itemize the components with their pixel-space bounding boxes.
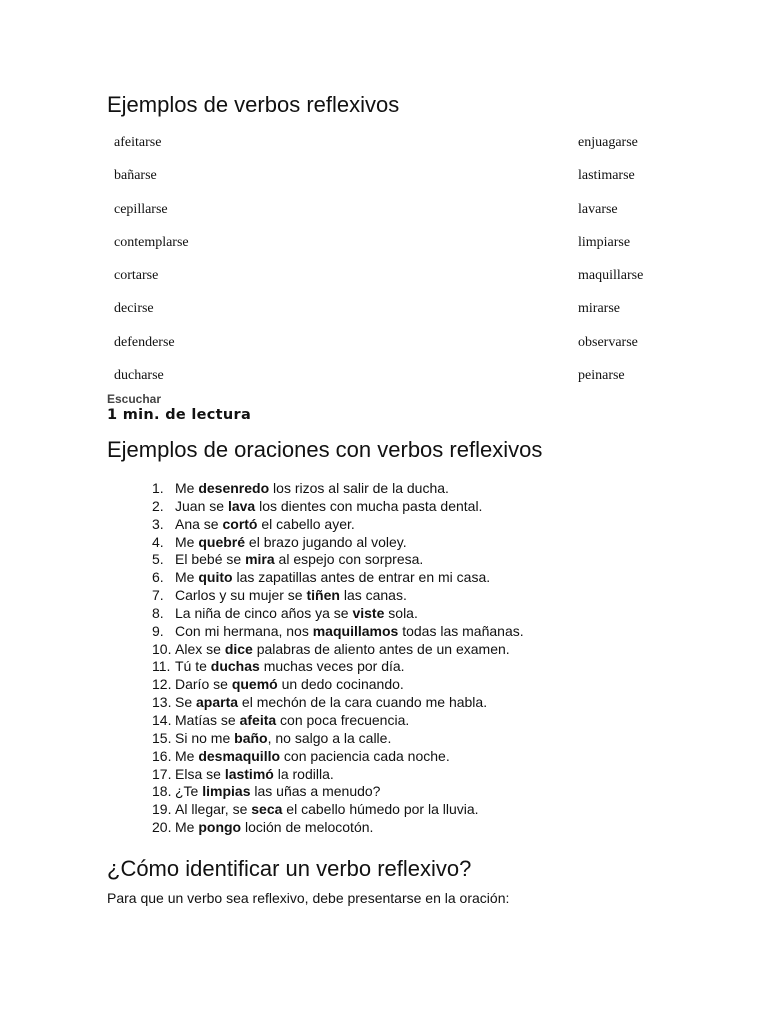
verb-cell: lavarse [578,201,618,217]
list-item-number: 2. [152,497,164,514]
list-item-number: 10. [152,640,172,657]
verb-cell: observarse [578,334,638,350]
sentence-end: los rizos al salir de la ducha. [269,480,449,496]
list-item-number: 8. [152,604,164,621]
list-item-number: 14. [152,711,172,728]
list-item [107,730,524,748]
section-title-example-sentences: Ejemplos de oraciones con verbos reflexivos [107,437,543,462]
sentence-start: Con mi hermana, nos [175,622,313,639]
sentence-start: Ana se [175,515,223,532]
list-item-number: 11. [152,658,171,675]
list-item [107,605,524,623]
list-item-number: 13. [152,694,172,711]
list-item-number: 16. [152,747,172,764]
reflexive-verb: lava [227,497,256,514]
list-item-number: 17. [152,765,172,782]
sentence-end: los dientes con mucha pasta dental. [255,497,483,514]
sentence-start: Carlos y su mujer se [175,587,307,604]
sentence-end: el mechón de la cara cuando me habla. [238,694,488,711]
sentence-start: Me [175,533,199,550]
verb-cell: limpiarse [578,234,631,250]
list-item-number: 4. [152,533,164,550]
reflexive-verb: mira [245,551,275,568]
verb-cell: afeitarse [114,135,162,150]
verb-cell: enjuagarse [578,135,638,150]
sentence-end: con paciencia cada noche. [280,747,450,764]
section-title-reflexive-verbs: Ejemplos de verbos reflexivos [107,92,400,117]
example-sentences-list [107,480,524,837]
reflexive-verb: maquillamos [312,622,399,639]
list-item [107,658,524,676]
reflexive-verb: quito [198,569,233,586]
list-item [107,694,524,712]
list-item [107,551,524,569]
verb-cell: peinarse [578,368,625,384]
sentence-end: sola. [384,604,418,621]
list-item-number: 1. [152,480,164,496]
reflexive-verb: limpias [202,783,251,800]
verb-cell: maquillarse [578,268,644,284]
list-item [107,623,524,641]
list-item-number: 12. [152,676,172,693]
sentence-start: Si no me [175,729,235,746]
verb-cell: lastimarse [578,168,635,184]
list-item [107,748,524,766]
sentence-start: El bebé se [175,551,246,568]
list-item [107,641,524,659]
list-item-number: 20. [152,819,172,836]
reflexive-verb: viste [352,604,385,621]
reflexive-verb: afeita [239,711,277,728]
reflexive-verb: lastimó [224,765,274,782]
list-item [107,480,524,498]
verb-cell: cortarse [114,268,159,284]
sentence-start: La niña de cinco años ya se [175,604,353,621]
sentence-end: , no salgo a la calle. [267,729,392,746]
reflexive-verb: seca [251,801,283,818]
list-item-number: 7. [152,587,164,604]
verb-cell: mirarse [578,301,620,317]
reflexive-verb: tiñen [306,587,340,604]
verbs-column-left [114,126,189,392]
sentence-start: Me [175,747,199,764]
verb-cell: cepillarse [114,201,168,217]
sentence-end: muchas veces por día. [259,658,405,675]
verb-cell: decirse [114,301,154,317]
list-item [107,498,524,516]
sentence-start: Me [175,480,199,496]
sentence-end: todas las mañanas. [398,622,524,639]
sentence-end: el cabello húmedo por la lluvia. [282,801,479,818]
list-item [107,801,524,819]
reflexive-verb: pongo [198,819,242,836]
verb-cell: bañarse [114,168,157,184]
list-item-number: 18. [152,783,172,800]
list-item [107,712,524,730]
sentence-start: Me [175,569,199,586]
list-item-number: 15. [152,729,172,746]
list-item [107,587,524,605]
reflexive-verb: cortó [222,515,258,532]
sentence-start: Tú te [175,658,211,675]
sentence-start: Me [175,819,199,836]
list-item-number: 6. [152,569,164,586]
sentence-end: con poca frecuencia. [276,711,410,728]
sentence-start: ¿Te [175,783,203,800]
list-item-number: 9. [152,622,164,639]
list-item [107,676,524,694]
sentence-start: Alex se [175,640,225,657]
sentence-start: Elsa se [175,765,225,782]
list-item [107,819,524,837]
list-item [107,534,524,552]
sentence-start: Juan se [175,497,228,514]
reflexive-verb: dice [224,640,253,657]
section-title-how-to-identify: ¿Cómo identificar un verbo reflexivo? [107,856,472,881]
list-item-number: 3. [152,515,164,532]
sentence-end: loción de melocotón. [241,819,374,836]
sentence-end: palabras de aliento antes de un examen. [252,640,510,657]
verb-cell: ducharse [114,368,164,384]
sentence-end: al espejo con sorpresa. [274,551,424,568]
verb-cell: defenderse [114,334,175,350]
sentence-start: Al llegar, se [175,801,252,818]
list-item-number: 5. [152,551,164,568]
reflexive-verb: desenredo [198,480,270,496]
list-item [107,516,524,534]
list-item [107,783,524,801]
reflexive-verb: duchas [210,658,260,675]
list-item [107,569,524,587]
verbs-column-right [578,126,643,392]
list-item [107,766,524,784]
sentence-start: Darío se [175,676,232,693]
listen-link[interactable]: Escuchar [107,392,162,406]
sentence-end: las zapatillas antes de entrar en mi casa. [232,569,491,586]
intro-paragraph: Para que un verbo sea reflexivo, debe presentarse en la oración: [107,890,510,906]
sentence-end: un dedo cocinando. [277,676,404,693]
sentence-end: la rodilla. [273,765,334,782]
sentence-start: Se [175,694,197,711]
sentence-end: las canas. [339,587,407,604]
reflexive-verb: aparta [196,694,239,711]
reflexive-verb: quemó [231,676,278,693]
list-item-number: 19. [152,801,172,818]
read-time-label: 1 min. de lectura [107,407,252,423]
verb-cell: contemplarse [114,234,189,250]
reflexive-verb: desmaquillo [198,747,281,764]
reflexive-verb: baño [234,729,268,746]
sentence-end: el brazo jugando al voley. [245,533,407,550]
sentence-start: Matías se [175,711,240,728]
sentence-end: las uñas a menudo? [250,783,381,800]
sentence-end: el cabello ayer. [257,515,355,532]
reflexive-verb: quebré [198,533,246,550]
